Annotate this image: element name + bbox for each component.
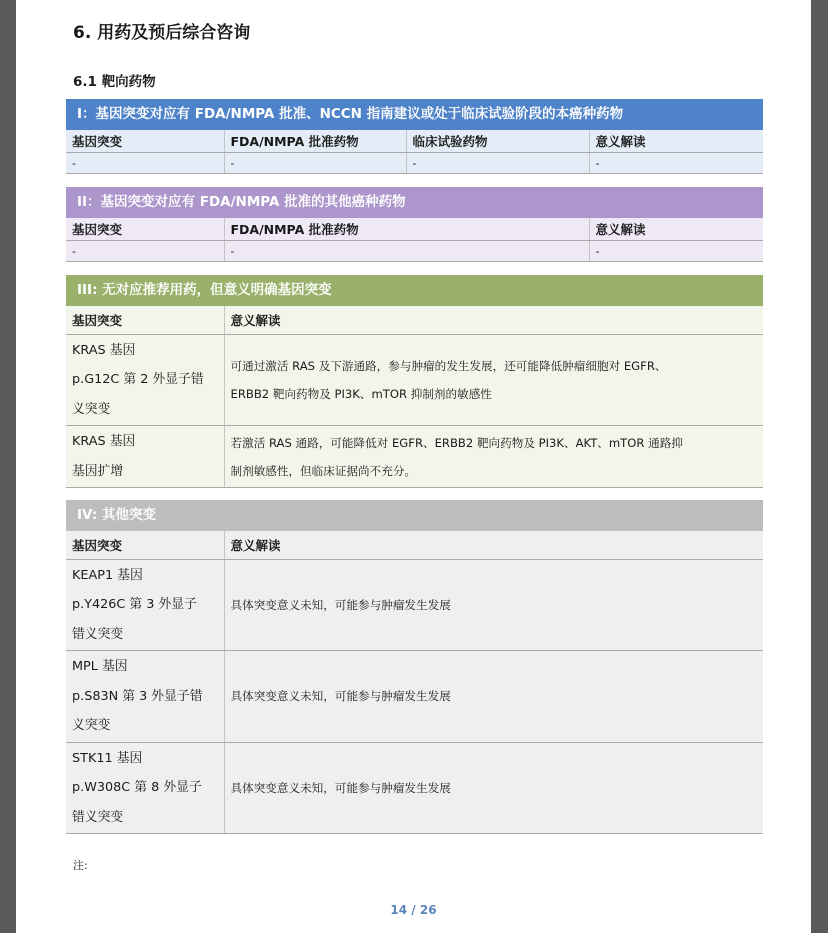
meaning-line: 制剂敏感性，但临床证据尚不充分。 xyxy=(230,463,417,478)
table-cell: - xyxy=(589,153,763,174)
header-cell: 基因突变 xyxy=(66,218,224,241)
gene-line: MPL 基因 xyxy=(72,659,128,674)
header-cell: 基因突变 xyxy=(66,531,224,559)
meaning-cell: 具体突变意义未知，可能参与肿瘤发生发展 xyxy=(224,651,763,743)
header-cell: FDA/NMPA 批准药物 xyxy=(224,130,406,153)
gene-line: p.S83N 第 3 外显子错 xyxy=(72,688,203,704)
table-row xyxy=(66,241,763,262)
gene-cell xyxy=(66,334,224,426)
page-title: 6. 用药及预后综合咨询 xyxy=(73,23,251,43)
section-3-banner: III: 无对应推荐用药，但意义明确基因突变 xyxy=(66,275,763,306)
header-cell: 临床试验药物 xyxy=(406,130,589,153)
table-header-row xyxy=(66,218,763,241)
gene-cell xyxy=(66,426,224,488)
table-header-row xyxy=(66,306,763,334)
gene-cell xyxy=(66,742,224,834)
gene-line: 错义突变 xyxy=(72,809,124,825)
gene-line: 义突变 xyxy=(72,401,111,417)
meaning-cell: 具体突变意义未知，可能参与肿瘤发生发展 xyxy=(224,559,763,651)
table-row xyxy=(66,426,763,488)
gene-cell xyxy=(66,651,224,743)
gene-line: p.G12C 第 2 外显子错 xyxy=(72,372,204,387)
gene-line: KRAS 基因 xyxy=(72,434,136,449)
table-row xyxy=(66,153,763,174)
header-cell: 意义解读 xyxy=(224,306,763,334)
meaning-cell: 具体突变意义未知，可能参与肿瘤发生发展 xyxy=(224,742,763,834)
table-row xyxy=(66,559,763,651)
gene-line: STK11 基因 xyxy=(72,750,143,766)
section-4-banner: IV: 其他突变 xyxy=(66,500,763,531)
meaning-line: 可通过激活 RAS 及下游通路，参与肿瘤的发生发展，还可能降低肿瘤细胞对 EGFR、 xyxy=(230,358,667,373)
gene-line: 基因扩增 xyxy=(72,463,124,479)
table-cell: - xyxy=(224,153,406,174)
header-cell: 基因突变 xyxy=(66,306,224,334)
meaning-cell xyxy=(224,334,763,426)
section-1-table xyxy=(66,99,763,174)
table-header-row xyxy=(66,130,763,153)
header-cell: FDA/NMPA 批准药物 xyxy=(224,218,589,241)
section-1-banner: I：基因突变对应有 FDA/NMPA 批准、NCCN 指南建议或处于临床试验阶段的本癌种药物 xyxy=(66,99,763,130)
gene-line: KEAP1 基因 xyxy=(72,567,143,583)
gene-line: 错义突变 xyxy=(72,626,124,642)
table-row xyxy=(66,651,763,743)
meaning-line: ERBB2 靶向药物及 PI3K、mTOR 抑制剂的敏感性 xyxy=(230,386,492,401)
table-cell: - xyxy=(66,153,224,174)
document-page xyxy=(16,0,811,933)
gene-line: p.Y426C 第 3 外显子 xyxy=(72,597,197,612)
header-cell: 意义解读 xyxy=(224,531,763,559)
table-cell: - xyxy=(589,241,763,262)
section-3-table xyxy=(66,275,763,488)
section-4-table xyxy=(66,500,763,834)
section-2-table xyxy=(66,187,763,262)
footnote-label: 注: xyxy=(73,859,88,872)
gene-cell xyxy=(66,559,224,651)
meaning-cell xyxy=(224,426,763,488)
table-row xyxy=(66,742,763,834)
table-row xyxy=(66,334,763,426)
gene-line: KRAS 基因 xyxy=(72,342,136,358)
header-cell: 基因突变 xyxy=(66,130,224,153)
table-cell: - xyxy=(406,153,589,174)
table-cell: - xyxy=(66,241,224,262)
table-cell: - xyxy=(224,241,589,262)
header-cell: 意义解读 xyxy=(589,130,763,153)
page-number: 14 / 26 xyxy=(390,903,437,917)
table-header-row xyxy=(66,531,763,559)
section-subtitle: 6.1 靶向药物 xyxy=(73,74,156,90)
header-cell: 意义解读 xyxy=(589,218,763,241)
gene-line: 义突变 xyxy=(72,718,111,733)
gene-line: p.W308C 第 8 外显子 xyxy=(72,780,202,795)
meaning-line: 若激活 RAS 通路，可能降低对 EGFR、ERBB2 靶向药物及 PI3K、AKT、mTOR 通路抑 xyxy=(230,435,683,450)
section-2-banner: II：基因突变对应有 FDA/NMPA 批准的其他癌种药物 xyxy=(66,187,763,218)
